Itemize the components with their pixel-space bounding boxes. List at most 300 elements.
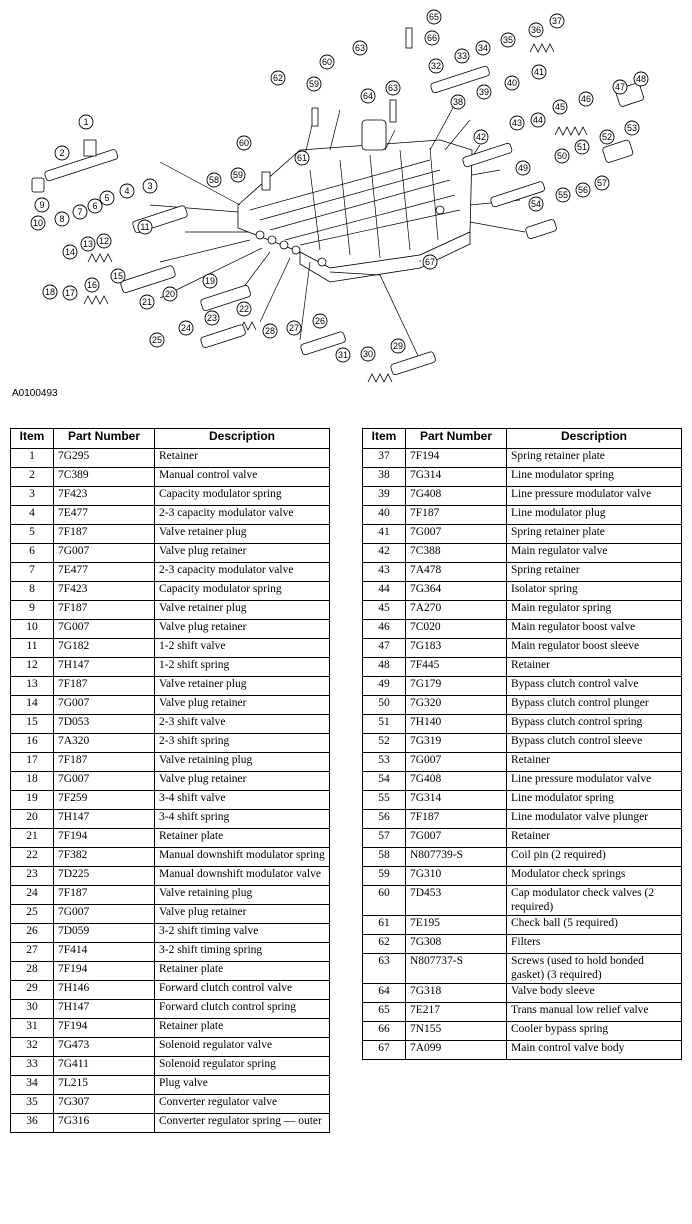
table-row	[363, 734, 682, 753]
callout-26	[313, 314, 327, 328]
svg-text:37: 37	[551, 16, 563, 26]
svg-text:58: 58	[208, 175, 220, 185]
item-cell: 28	[11, 962, 54, 981]
description-cell: Valve plug retainer	[155, 544, 330, 563]
svg-text:26: 26	[314, 316, 326, 326]
svg-text:30: 30	[362, 349, 374, 359]
callout-19	[203, 274, 217, 288]
item-cell: 5	[11, 525, 54, 544]
table-row	[11, 677, 330, 696]
svg-text:51: 51	[576, 142, 588, 152]
item-cell: 36	[11, 1114, 54, 1133]
spring-16	[84, 296, 108, 304]
callout-24	[179, 321, 193, 335]
part-number-cell: 7D453	[406, 886, 507, 916]
svg-text:39: 39	[478, 87, 490, 97]
description-cell: Retainer	[155, 449, 330, 468]
callout-15	[111, 269, 125, 283]
table-row	[11, 563, 330, 582]
part-number-cell: 7F187	[54, 525, 155, 544]
callout-21	[140, 295, 154, 309]
table-row	[363, 582, 682, 601]
part-number-cell: 7E195	[406, 916, 507, 935]
part-number-cell: 7G007	[406, 753, 507, 772]
exploded-view-diagram	[0, 0, 692, 400]
part-number-cell: 7F194	[54, 962, 155, 981]
part-number-cell: 7G411	[54, 1057, 155, 1076]
table-row	[11, 1076, 330, 1095]
callout-41	[532, 65, 546, 79]
table-row	[363, 715, 682, 734]
description-cell: Solenoid regulator spring	[155, 1057, 330, 1076]
item-cell: 38	[363, 468, 406, 487]
description-cell: Line pressure modulator valve	[507, 772, 682, 791]
item-cell: 44	[363, 582, 406, 601]
item-cell: 56	[363, 810, 406, 829]
item-cell: 54	[363, 772, 406, 791]
description-cell: Trans manual low relief valve	[507, 1003, 682, 1022]
description-cell: Forward clutch control spring	[155, 1000, 330, 1019]
part-number-cell: 7G314	[406, 468, 507, 487]
callout-67	[423, 255, 437, 269]
header-description: Description	[155, 429, 330, 449]
item-cell: 8	[11, 582, 54, 601]
description-cell: 2-3 shift valve	[155, 715, 330, 734]
part-number-cell: 7G320	[406, 696, 507, 715]
table-row	[11, 1000, 330, 1019]
table-row	[363, 916, 682, 935]
item-cell: 9	[11, 601, 54, 620]
svg-text:18: 18	[44, 287, 56, 297]
part-number-cell: 7G182	[54, 639, 155, 658]
description-cell: Filters	[507, 935, 682, 954]
part-number-cell: 7A478	[406, 563, 507, 582]
valve-body-sleeve-64	[362, 120, 386, 150]
callout-8	[55, 212, 69, 226]
callout-2	[55, 146, 69, 160]
part-number-cell: 7E477	[54, 506, 155, 525]
svg-text:21: 21	[141, 297, 153, 307]
svg-text:42: 42	[475, 132, 487, 142]
table-row	[11, 962, 330, 981]
svg-text:60: 60	[321, 57, 333, 67]
description-cell: Main regulator valve	[507, 544, 682, 563]
part-number-cell: 7F187	[406, 506, 507, 525]
description-cell: Solenoid regulator valve	[155, 1038, 330, 1057]
part-number-cell: 7F194	[406, 449, 507, 468]
callout-58	[207, 173, 221, 187]
table-row	[11, 525, 330, 544]
table-row	[363, 677, 682, 696]
description-cell: 1-2 shift spring	[155, 658, 330, 677]
part-number-cell: 7G295	[54, 449, 155, 468]
svg-text:50: 50	[556, 151, 568, 161]
valve-54	[525, 219, 557, 240]
table-row	[363, 753, 682, 772]
callout-16	[85, 278, 99, 292]
description-cell: 3-2 shift timing spring	[155, 943, 330, 962]
callout-4	[120, 184, 134, 198]
item-cell: 61	[363, 916, 406, 935]
callout-50	[555, 149, 569, 163]
item-cell: 49	[363, 677, 406, 696]
callout-22	[237, 302, 251, 316]
item-cell: 29	[11, 981, 54, 1000]
part-number-cell: 7F187	[54, 753, 155, 772]
callout-59	[307, 77, 321, 91]
svg-text:49: 49	[517, 163, 529, 173]
callout-63	[353, 41, 367, 55]
svg-text:31: 31	[337, 350, 349, 360]
description-cell: 3-2 shift timing valve	[155, 924, 330, 943]
callout-3	[143, 179, 157, 193]
item-cell: 12	[11, 658, 54, 677]
item-cell: 13	[11, 677, 54, 696]
part-number-cell: 7G183	[406, 639, 507, 658]
svg-text:8: 8	[59, 214, 65, 224]
svg-text:35: 35	[502, 35, 514, 45]
callout-27	[287, 321, 301, 335]
callout-53	[625, 121, 639, 135]
table-row	[11, 886, 330, 905]
description-cell: Manual downshift modulator valve	[155, 867, 330, 886]
callout-62	[271, 71, 285, 85]
description-cell: Line modulator valve plunger	[507, 810, 682, 829]
item-cell: 21	[11, 829, 54, 848]
part-number-cell: 7G310	[406, 867, 507, 886]
svg-text:16: 16	[86, 280, 98, 290]
part-number-cell: 7F194	[54, 829, 155, 848]
description-cell: Valve retaining plug	[155, 753, 330, 772]
description-cell: Valve retainer plug	[155, 601, 330, 620]
table-row	[11, 696, 330, 715]
part-number-cell: N807737-S	[406, 954, 507, 984]
table-row	[363, 1003, 682, 1022]
svg-text:5: 5	[104, 193, 110, 203]
description-cell: Bypass clutch control sleeve	[507, 734, 682, 753]
table-row	[11, 753, 330, 772]
description-cell: Line pressure modulator valve	[507, 487, 682, 506]
item-cell: 25	[11, 905, 54, 924]
table-row	[11, 924, 330, 943]
svg-text:44: 44	[532, 115, 544, 125]
item-cell: 23	[11, 867, 54, 886]
part-number-cell: 7G007	[406, 525, 507, 544]
svg-text:36: 36	[530, 25, 542, 35]
svg-text:67: 67	[424, 257, 436, 267]
description-cell: Cooler bypass spring	[507, 1022, 682, 1041]
description-cell: Line modulator plug	[507, 506, 682, 525]
description-cell: Bypass clutch control valve	[507, 677, 682, 696]
svg-text:63: 63	[354, 43, 366, 53]
callout-29	[391, 339, 405, 353]
part-number-cell: 7D053	[54, 715, 155, 734]
description-cell: Cap modulator check valves (2 required)	[507, 886, 682, 916]
description-cell: 2-3 shift spring	[155, 734, 330, 753]
svg-text:28: 28	[264, 326, 276, 336]
item-cell: 1	[11, 449, 54, 468]
parts-table-right	[362, 428, 682, 1060]
table-row	[363, 620, 682, 639]
manual-control-valve-end	[32, 178, 44, 192]
table-row	[11, 772, 330, 791]
callout-37	[550, 14, 564, 28]
item-cell: 45	[363, 601, 406, 620]
callout-66	[425, 31, 439, 45]
svg-text:52: 52	[601, 132, 613, 142]
table-row	[363, 449, 682, 468]
filter-62	[312, 108, 318, 126]
description-cell: Retainer	[507, 829, 682, 848]
description-cell: Forward clutch control valve	[155, 981, 330, 1000]
part-number-cell: 7G007	[54, 696, 155, 715]
table-row	[363, 544, 682, 563]
item-cell: 27	[11, 943, 54, 962]
table-row	[11, 1019, 330, 1038]
description-cell: Retainer plate	[155, 962, 330, 981]
item-cell: 37	[363, 449, 406, 468]
table-row	[363, 506, 682, 525]
item-cell: 33	[11, 1057, 54, 1076]
description-cell: Spring retainer plate	[507, 525, 682, 544]
header-item: Item	[363, 429, 406, 449]
part-number-cell: 7G408	[406, 487, 507, 506]
table-row	[363, 487, 682, 506]
svg-text:23: 23	[206, 313, 218, 323]
callout-32	[429, 59, 443, 73]
description-cell: Valve plug retainer	[155, 772, 330, 791]
item-cell: 6	[11, 544, 54, 563]
svg-text:59: 59	[232, 170, 244, 180]
part-number-cell: 7G007	[406, 829, 507, 848]
header-part-number: Part Number	[54, 429, 155, 449]
item-cell: 10	[11, 620, 54, 639]
part-number-cell: 7E477	[54, 563, 155, 582]
description-cell: Valve plug retainer	[155, 905, 330, 924]
part-number-cell: 7F445	[406, 658, 507, 677]
description-cell: Spring retainer plate	[507, 449, 682, 468]
svg-text:43: 43	[511, 118, 523, 128]
table-row	[363, 829, 682, 848]
table-row	[11, 1095, 330, 1114]
table-row	[11, 981, 330, 1000]
description-cell: 3-4 shift spring	[155, 810, 330, 829]
callout-47	[613, 80, 627, 94]
table-row	[11, 506, 330, 525]
table-row	[11, 449, 330, 468]
svg-text:57: 57	[596, 178, 608, 188]
part-number-cell: 7G318	[406, 984, 507, 1003]
svg-text:41: 41	[533, 67, 545, 77]
description-cell: Isolator spring	[507, 582, 682, 601]
description-cell: Valve retainer plug	[155, 525, 330, 544]
cap-check-valve-60	[262, 172, 270, 190]
part-number-cell: 7D225	[54, 867, 155, 886]
table-row	[11, 829, 330, 848]
description-cell: Plug valve	[155, 1076, 330, 1095]
description-cell: Line modulator spring	[507, 791, 682, 810]
description-cell: Bypass clutch control spring	[507, 715, 682, 734]
part-number-cell: 7A270	[406, 601, 507, 620]
description-cell: Capacity modulator spring	[155, 582, 330, 601]
part-number-cell: 7G007	[54, 905, 155, 924]
description-cell: Screws (used to hold bonded gasket) (3 required)	[507, 954, 682, 984]
item-cell: 15	[11, 715, 54, 734]
part-number-cell: 7F423	[54, 487, 155, 506]
retainer-1	[84, 140, 96, 156]
svg-text:53: 53	[626, 123, 638, 133]
svg-text:29: 29	[392, 341, 404, 351]
svg-text:13: 13	[82, 239, 94, 249]
item-cell: 11	[11, 639, 54, 658]
callout-51	[575, 140, 589, 154]
callout-44	[531, 113, 545, 127]
part-number-cell: 7E217	[406, 1003, 507, 1022]
item-cell: 43	[363, 563, 406, 582]
svg-text:40: 40	[506, 78, 518, 88]
item-cell: 62	[363, 935, 406, 954]
description-cell: 2-3 capacity modulator valve	[155, 563, 330, 582]
svg-text:1: 1	[83, 117, 89, 127]
item-cell: 59	[363, 867, 406, 886]
callout-48	[634, 72, 648, 86]
item-cell: 22	[11, 848, 54, 867]
part-number-cell: 7F187	[54, 886, 155, 905]
svg-text:33: 33	[456, 51, 468, 61]
callout-23	[205, 311, 219, 325]
svg-text:3: 3	[147, 181, 153, 191]
item-cell: 55	[363, 791, 406, 810]
table-row	[11, 639, 330, 658]
callout-1	[79, 115, 93, 129]
description-cell: Retainer	[507, 753, 682, 772]
svg-text:63: 63	[387, 83, 399, 93]
item-cell: 41	[363, 525, 406, 544]
description-cell: Manual downshift modulator spring	[155, 848, 330, 867]
part-number-cell: 7G007	[54, 620, 155, 639]
table-row	[11, 658, 330, 677]
item-cell: 60	[363, 886, 406, 916]
item-cell: 3	[11, 487, 54, 506]
part-number-cell: 7F382	[54, 848, 155, 867]
description-cell: Main regulator boost valve	[507, 620, 682, 639]
item-cell: 39	[363, 487, 406, 506]
description-cell: Valve plug retainer	[155, 696, 330, 715]
item-cell: 18	[11, 772, 54, 791]
item-cell: 63	[363, 954, 406, 984]
item-cell: 40	[363, 506, 406, 525]
callout-46	[579, 92, 593, 106]
table-row	[363, 984, 682, 1003]
item-cell: 42	[363, 544, 406, 563]
svg-text:46: 46	[580, 94, 592, 104]
svg-text:62: 62	[272, 73, 284, 83]
table-row	[363, 601, 682, 620]
svg-text:47: 47	[614, 82, 626, 92]
svg-text:34: 34	[477, 43, 489, 53]
callout-35	[501, 33, 515, 47]
table-row	[363, 525, 682, 544]
svg-text:48: 48	[635, 74, 647, 84]
spring-45	[555, 127, 587, 135]
callout-60	[237, 136, 251, 150]
svg-text:20: 20	[164, 289, 176, 299]
svg-text:24: 24	[180, 323, 192, 333]
callout-20	[163, 287, 177, 301]
callout-40	[505, 76, 519, 90]
table-row	[11, 601, 330, 620]
description-cell: Converter regulator valve	[155, 1095, 330, 1114]
item-cell: 48	[363, 658, 406, 677]
table-row	[363, 886, 682, 916]
item-cell: 24	[11, 886, 54, 905]
item-cell: 51	[363, 715, 406, 734]
table-header-row	[363, 429, 682, 449]
callout-60	[320, 55, 334, 69]
part-number-cell: 7G179	[406, 677, 507, 696]
callout-64	[361, 89, 375, 103]
table-row	[363, 658, 682, 677]
table-row	[363, 696, 682, 715]
table-row	[11, 1114, 330, 1133]
callout-52	[600, 130, 614, 144]
callout-12	[97, 234, 111, 248]
description-cell: 2-3 capacity modulator valve	[155, 506, 330, 525]
part-number-cell: 7F423	[54, 582, 155, 601]
callout-38	[451, 95, 465, 109]
part-number-cell: N807739-S	[406, 848, 507, 867]
part-number-cell: 7G473	[54, 1038, 155, 1057]
part-number-cell: 7F259	[54, 791, 155, 810]
valve-23	[200, 324, 246, 348]
item-cell: 2	[11, 468, 54, 487]
svg-text:65: 65	[428, 12, 440, 22]
item-cell: 26	[11, 924, 54, 943]
part-number-cell: 7G007	[54, 772, 155, 791]
part-number-cell: 7G308	[406, 935, 507, 954]
callout-59	[231, 168, 245, 182]
svg-text:61: 61	[296, 153, 308, 163]
part-number-cell: 7A099	[406, 1041, 507, 1060]
svg-text:12: 12	[98, 236, 110, 246]
part-number-cell: 7G319	[406, 734, 507, 753]
callout-63	[386, 81, 400, 95]
table-row	[11, 791, 330, 810]
table-row	[11, 544, 330, 563]
svg-text:54: 54	[530, 199, 542, 209]
callout-11	[138, 220, 152, 234]
table-row	[11, 487, 330, 506]
relief-valve-65	[406, 28, 412, 48]
description-cell: Retainer	[507, 658, 682, 677]
screw-63	[390, 100, 396, 122]
item-cell: 57	[363, 829, 406, 848]
table-row	[11, 905, 330, 924]
description-cell: Modulator check springs	[507, 867, 682, 886]
part-number-cell: 7H147	[54, 810, 155, 829]
svg-text:7: 7	[77, 207, 83, 217]
callout-43	[510, 116, 524, 130]
svg-text:38: 38	[452, 97, 464, 107]
svg-text:27: 27	[288, 323, 300, 333]
callout-54	[529, 197, 543, 211]
description-cell: Valve body sleeve	[507, 984, 682, 1003]
item-cell: 58	[363, 848, 406, 867]
item-cell: 47	[363, 639, 406, 658]
table-row	[11, 468, 330, 487]
svg-text:10: 10	[32, 218, 44, 228]
callout-9	[35, 198, 49, 212]
